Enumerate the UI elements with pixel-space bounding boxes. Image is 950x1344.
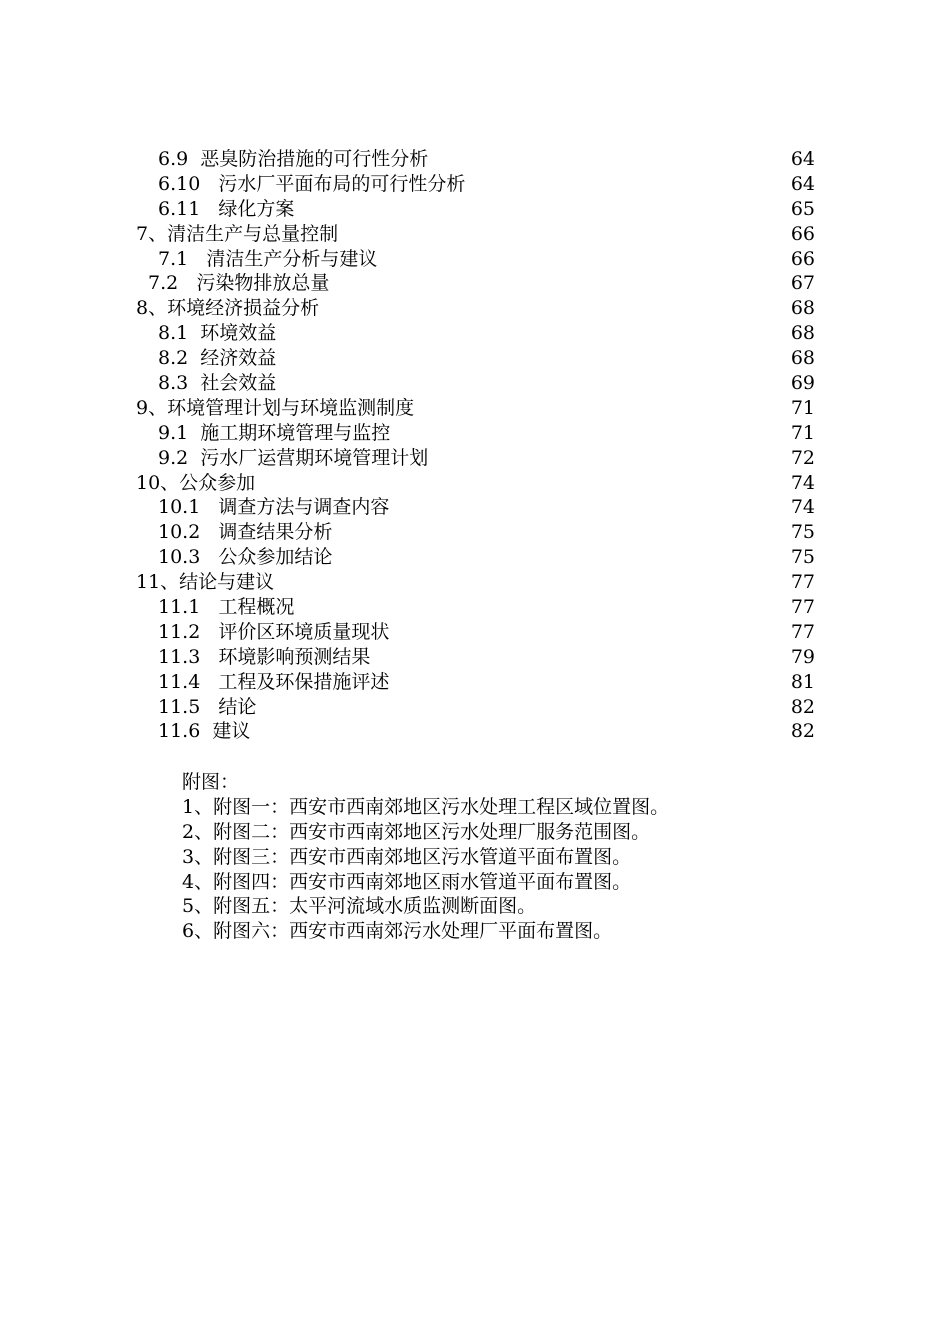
- toc-entry-title: 11.2 评价区环境质量现状: [158, 620, 390, 643]
- toc-entry[interactable]: [0, 495, 950, 520]
- toc-entry-title: 8、环境经济损益分析: [136, 297, 320, 320]
- toc-entry-page-number: 82: [790, 720, 815, 743]
- toc-entry[interactable]: [0, 147, 950, 172]
- toc-entry[interactable]: [0, 446, 950, 471]
- toc-entry[interactable]: [0, 545, 950, 570]
- toc-entry-page-number: 72: [790, 446, 815, 469]
- toc-entry[interactable]: [0, 296, 950, 321]
- toc-entry-page-number: 71: [790, 421, 815, 444]
- toc-entry[interactable]: [0, 346, 950, 371]
- appendix-item: 4、附图四：西安市西南郊地区雨水管道平面布置图。: [182, 870, 632, 893]
- toc-entry-page-number: 75: [790, 546, 815, 569]
- toc-entry-page-number: 77: [790, 620, 815, 643]
- appendix-figures: [182, 770, 669, 944]
- toc-entry-page-number: 71: [790, 396, 815, 419]
- toc-entry-title: 10.1 调查方法与调查内容: [158, 496, 390, 519]
- toc-entry[interactable]: [0, 321, 950, 346]
- toc-entry[interactable]: [0, 695, 950, 720]
- toc-entry[interactable]: [0, 520, 950, 545]
- toc-entry-page-number: 77: [790, 596, 815, 619]
- toc-entry-title: 9.1 施工期环境管理与监控: [158, 421, 391, 444]
- toc-entry-title: 10.3 公众参加结论: [158, 546, 333, 569]
- toc-entry-page-number: 81: [790, 670, 815, 693]
- toc-entry-title: 11.3 环境影响预测结果: [158, 645, 371, 668]
- toc-entry-title: 11.4 工程及环保措施评述: [158, 670, 390, 693]
- toc-entry[interactable]: [0, 222, 950, 247]
- toc-entry-page-number: 68: [790, 297, 815, 320]
- toc-entry-page-number: 68: [790, 347, 815, 370]
- toc-entry-title: 7、清洁生产与总量控制: [136, 222, 339, 245]
- toc-entry-page-number: 66: [790, 247, 815, 270]
- toc-entry-title: 8.1 环境效益: [158, 322, 277, 345]
- toc-entry-title: 11、结论与建议: [136, 571, 275, 594]
- toc-entry-title: 6.11 绿化方案: [158, 197, 295, 220]
- appendix-item: 3、附图三：西安市西南郊地区污水管道平面布置图。: [182, 845, 632, 868]
- toc-entry-page-number: 64: [790, 172, 815, 195]
- toc-entry-page-number: 68: [790, 322, 815, 345]
- toc-entry[interactable]: [0, 197, 950, 222]
- toc-entry-title: 9.2 污水厂运营期环境管理计划: [158, 446, 429, 469]
- toc-entry[interactable]: [0, 371, 950, 396]
- toc-entry-page-number: 74: [790, 496, 815, 519]
- toc-entry[interactable]: [0, 247, 950, 272]
- toc-entry-title: 6.9 恶臭防治措施的可行性分析: [158, 148, 429, 170]
- toc-entry-title: 10、公众参加: [136, 471, 256, 494]
- toc-entry[interactable]: [0, 595, 950, 620]
- appendix-item: 5、附图五：太平河流域水质监测断面图。: [182, 895, 537, 918]
- toc-entry-page-number: 64: [790, 148, 815, 170]
- toc-entry-page-number: 79: [790, 645, 815, 668]
- toc-entry-page-number: 74: [790, 471, 815, 494]
- toc-entry[interactable]: [0, 471, 950, 496]
- toc-entry-title: 8.2 经济效益: [158, 347, 277, 370]
- toc-entry-page-number: 75: [790, 521, 815, 544]
- table-of-contents: [0, 147, 950, 744]
- toc-entry-title: 10.2 调查结果分析: [158, 521, 333, 544]
- appendix-item: 1、附图一：西安市西南郊地区污水处理工程区域位置图。: [182, 795, 670, 818]
- toc-entry-page-number: 82: [790, 695, 815, 718]
- toc-entry-title: 9、环境管理计划与环境监测制度: [136, 396, 415, 419]
- toc-entry-page-number: 77: [790, 571, 815, 594]
- toc-entry[interactable]: [0, 271, 950, 296]
- toc-entry-page-number: 69: [790, 372, 815, 395]
- toc-entry-title: 11.6 建议: [158, 720, 251, 743]
- toc-entry[interactable]: [0, 620, 950, 645]
- toc-entry[interactable]: [0, 719, 950, 744]
- toc-entry[interactable]: [0, 421, 950, 446]
- toc-entry-page-number: 67: [790, 272, 815, 295]
- appendix-item: 6、附图六：西安市西南郊污水处理厂平面布置图。: [182, 920, 613, 943]
- toc-entry[interactable]: [0, 570, 950, 595]
- toc-entry-title: 6.10 污水厂平面布局的可行性分析: [158, 172, 466, 195]
- toc-entry-page-number: 66: [790, 222, 815, 245]
- appendix-list: [182, 795, 669, 944]
- toc-entry[interactable]: [0, 396, 950, 421]
- toc-entry-title: 8.3 社会效益: [158, 372, 277, 395]
- toc-entry-title: 7.2 污染物排放总量: [148, 272, 330, 295]
- toc-entry[interactable]: [0, 645, 950, 670]
- toc-entry-title: 7.1 清洁生产分析与建议: [158, 247, 378, 270]
- toc-entry-page-number: 65: [790, 197, 815, 220]
- toc-entry-title: 11.5 结论: [158, 695, 257, 718]
- toc-entry[interactable]: [0, 172, 950, 197]
- toc-entry[interactable]: [0, 670, 950, 695]
- appendix-title: 附图：: [182, 771, 240, 793]
- toc-entry-title: 11.1 工程概况: [158, 596, 295, 619]
- appendix-item: 2、附图二：西安市西南郊地区污水处理厂服务范围图。: [182, 820, 651, 843]
